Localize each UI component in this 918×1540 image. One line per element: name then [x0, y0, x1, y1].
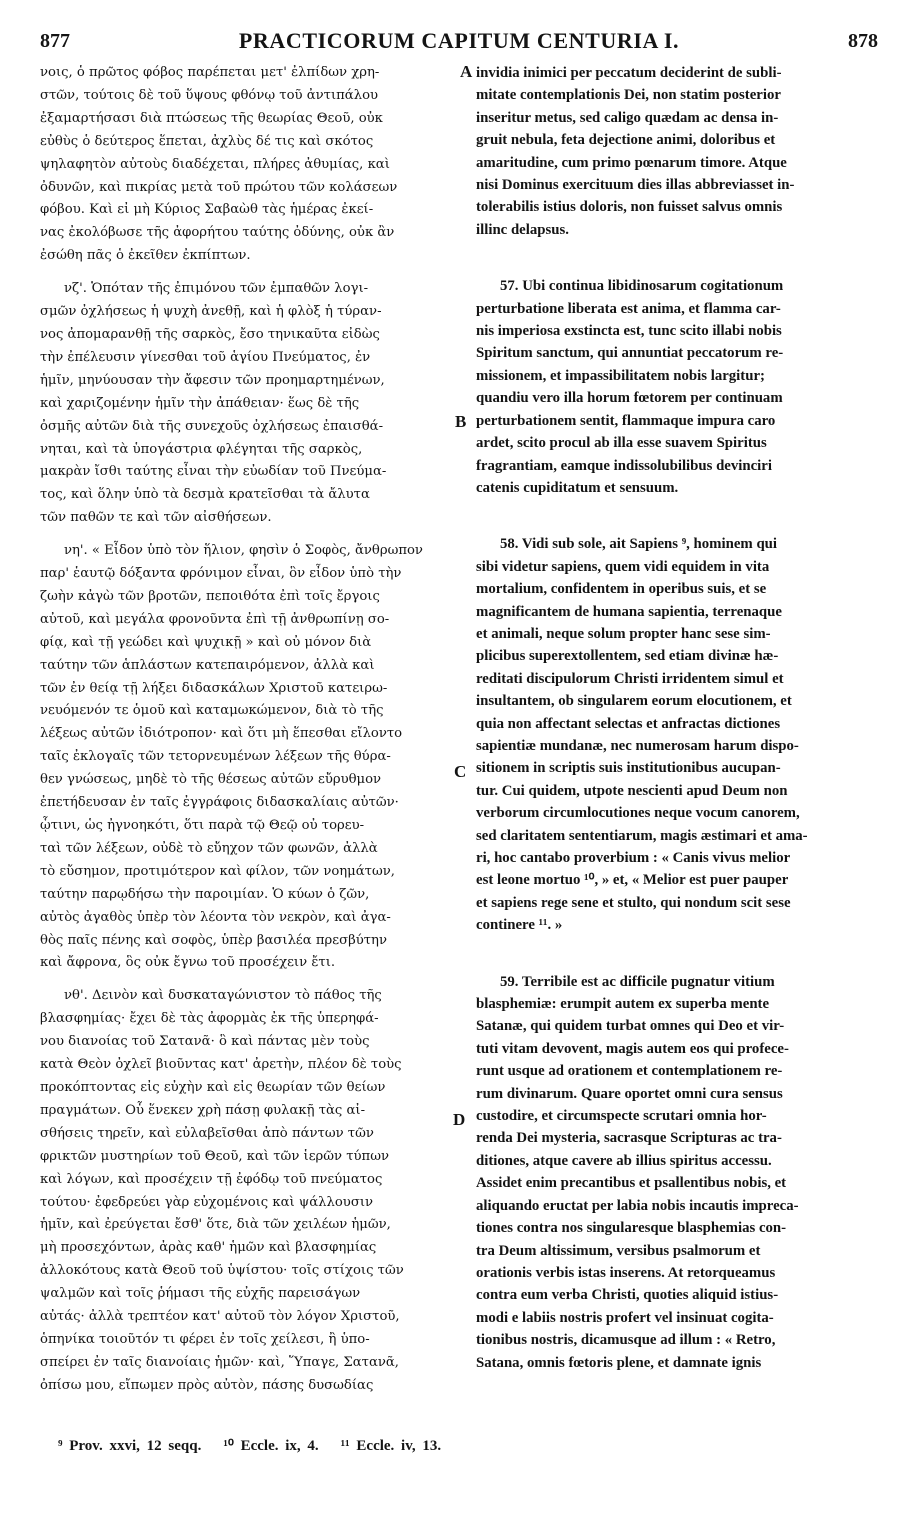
- text-line: plicibus superextollentem, sed etiam divinæ hæ-: [476, 648, 779, 665]
- text-line: tionibus nostris, dicamusque ad illum : « Retro,: [476, 1332, 776, 1349]
- text-line: τούτου· ἐφεδρεύει γὰρ εὐχομένοις καὶ ψάλλουσιν: [40, 1194, 374, 1210]
- text-line: nisi Dominus exercituum dies illas abbreviasset in-: [476, 177, 795, 194]
- text-line: insultantem, ob singularem eorum elocutionem, et: [476, 693, 792, 710]
- text-line: ᾧτινι, ὡς ἠγνοηκότι, ὅτι παρὰ τῷ Θεῷ οὐ τορευ-: [40, 818, 365, 833]
- text-line: παρ' ἑαυτῷ δόξαντα φρόνιμον εἶναι, ὃν εἶδον ὑπὸ τὴν: [40, 566, 402, 582]
- text-line: runt usque ad orationem et contemplationem re-: [476, 1063, 783, 1080]
- text-line: inseritur metus, sed caligo quædam ac densa in-: [476, 109, 779, 126]
- text-line: blasphemiæ: erumpit autem ex superba mente: [476, 996, 770, 1013]
- text-line: ταὶ τῶν λέξεων, οὐδὲ τὸ εὔηχον τῶν φωνῶν, ἀλλὰ: [40, 840, 378, 856]
- text-line: et animali, neque solum propter hanc sese sim-: [476, 625, 771, 642]
- text-line: sibi videtur sapiens, quem vidi equidem in vita: [476, 558, 770, 575]
- text-line: αὐτὸς ἀγαθὸς ὑπὲρ τὸν λέοντα τὸν νεκρὸν, καὶ ἀγα-: [40, 909, 391, 925]
- paragraph-gap: [476, 499, 878, 533]
- paragraph-gap: [40, 530, 462, 540]
- text-line: θὸς παῖς πένης καὶ σοφὸς, ὑπὲρ βασιλέα πρεσβύτην: [40, 932, 387, 948]
- text-line: invidia inimici per peccatum deciderint de subli-: [476, 65, 782, 81]
- text-line: θεν γνώσεως, μηδὲ τὸ τῆς θέσεως αὐτῶν εὔρυθμον: [40, 772, 382, 788]
- text-line: 57. Ubi continua libidinosarum cogitationum: [500, 278, 784, 295]
- paragraph: [40, 985, 462, 1397]
- text-line: ψηλαφητὸν αὐτοὺς διαδέχεται, πλήρες ἀθυμίας, καὶ: [40, 156, 390, 172]
- text-line: contra eum verba Christi, quoties aliquid istius-: [476, 1287, 779, 1304]
- text-line: ἀλλοκότους κατὰ Θεοῦ τοῦ ὑψίστου· τοῖς στίχοις τῶν: [40, 1263, 404, 1279]
- text-line: αὐτάς· ἀλλὰ τρεπτέον κατ' αὐτοῦ τὸν λόγον Χριστοῦ,: [40, 1309, 400, 1325]
- text-line: ἡμῖν, μηνύουσαν τὴν ἄφεσιν τῶν προημαρτημένων,: [40, 372, 385, 388]
- paragraph: [476, 533, 878, 936]
- text-line: quandiu vero illa horum fœtorem per continuam: [476, 390, 783, 407]
- text-line: Satana, omnis fœtoris plene, et damnate ignis: [476, 1354, 762, 1371]
- text-line: ταύτην παρῳδήσω τὴν παροιμίαν. Ὁ κύων ὁ ζῶν,: [40, 886, 370, 902]
- text-line: μὴ προσεχόντων, ἀρὰς καθ' ἡμῶν καὶ βλασφημίας: [40, 1240, 377, 1256]
- text-line: κατὰ Θεὸν ὀχλεῖ βιοῦντας κατ' ἀρετὴν, πλέον δὲ τοὺς: [40, 1057, 402, 1073]
- text-line: Satanæ, qui quidem turbat omnes qui Deo et vir-: [476, 1018, 785, 1035]
- text-line: missionem, et impassibilitatem nobis largitur;: [476, 367, 765, 384]
- text-line: modi e labiis nostris profert vel insinuat cogita-: [476, 1309, 774, 1326]
- text-line: ri, hoc cantabo proverbium : « Canis vivus melior: [476, 850, 791, 866]
- text-line: νη'. « Εἶδον ὑπὸ τὸν ἥλιον, φησὶν ὁ Σοφὸς, ἄνθρωπον: [64, 543, 423, 559]
- paragraph-gap: [476, 241, 878, 275]
- text-line: σθήσεις τηρεῖν, καὶ εὐλαβεῖσθαι ἀπὸ πάντων τῶν: [40, 1125, 374, 1141]
- text-line: 59. Terribile est ac difficile pugnatur vitium: [500, 973, 775, 990]
- text-line: quia non affectant selectas et anfractas dictiones: [476, 715, 781, 732]
- running-title: PRACTICORUM CAPITUM CENTURIA I.: [238, 28, 680, 53]
- paragraph-gap: [476, 937, 878, 971]
- text-line: μακρὰν ἴσθι ταύτης εἶναι τὴν εὐωδίαν τοῦ Πνεύμα-: [40, 464, 387, 480]
- text-line: φίᾳ, καὶ τῇ γεώδει καὶ ψυχικῇ » καὶ οὐ μόνον διὰ: [40, 634, 372, 650]
- text-line: perturbatione liberata est anima, et flamma car-: [476, 300, 781, 317]
- text-line: est leone mortuo ¹⁰, » et, « Melior est puer pauper: [476, 872, 789, 889]
- text-line: perturbationem sentit, flammaque impura caro: [476, 412, 776, 429]
- text-line: mitate contemplationis Dei, non statim posterior: [476, 87, 781, 104]
- page-number-right: 878: [848, 30, 878, 52]
- text-line: τος, καὶ ὅλην ὑπὸ τὰ δεσμὰ κρατεῖσθαι τὰ ἄλυτα: [40, 487, 370, 503]
- text-line: fragrantiam, eamque indissolubilibus devinciri: [476, 457, 772, 474]
- text-line: τὸ εὔσημον, προτιμότερον καὶ φίλον, τῶν νοημάτων,: [40, 863, 395, 879]
- text-line: αὐτοῦ, καὶ μεγάλα φρονοῦντα ἐπὶ τῇ ἀνθρωπίνῃ σο-: [40, 611, 390, 627]
- text-line: τὴν ἐπέλευσιν γίνεσθαι τοῦ ἁγίου Πνεύματος, ἐν: [40, 349, 371, 365]
- text-line: νας ἐκολόβωσε τῆς ἀφορήτου ταύτης ὀδύνης, οὐκ ἂν: [40, 225, 395, 241]
- text-line: ἐπετήδευσαν ἐν ταῖς ἐγγράφοις διδασκαλίαις αὐτῶν·: [40, 795, 399, 811]
- text-line: et sapiens rege sene et stulto, qui nondum scit sese: [476, 894, 791, 911]
- text-line: gruit nebula, feta dejectione animi, doloribus et: [476, 132, 776, 149]
- footnotes: [58, 1436, 878, 1455]
- text-line: καὶ ἄφρονα, ὃς οὐκ ἔγνω τοῦ προσέχειν ἔτι.: [40, 955, 336, 971]
- paragraph: [476, 275, 878, 499]
- paragraph: [40, 540, 462, 975]
- text-line: εὐθὺς ὁ δεύτερος ἕπεται, ἀχλὺς δέ τις καὶ σκότος: [40, 133, 374, 149]
- text-line: νος ἀπομαρανθῇ τῆς σαρκὸς, ἔσο τηνικαῦτα εἰδὼς: [40, 326, 380, 342]
- footnote: ¹⁰ Eccle. ix, 4.: [223, 1438, 319, 1454]
- text-line: continere ¹¹. »: [476, 917, 563, 934]
- text-line: sitionem in scriptis suis institutionibus aucupan-: [476, 760, 781, 777]
- text-line: orationis verbis istas inserens. At retorqueamus: [476, 1264, 776, 1281]
- text-line: ἐξαμαρτήσασι διὰ πτώσεως τῆς θεωρίας Θεοῦ, οὐκ: [40, 110, 383, 126]
- text-line: σμῶν ὀχλήσεως ἡ ψυχὴ ἀνεθῇ, καὶ ἡ φλὸξ ἡ τύραν-: [40, 304, 382, 320]
- text-line: mortalium, confidentem in operibus suis, et se: [476, 581, 767, 598]
- text-line: verborum circumlocutiones neque vocum canorem,: [476, 805, 800, 822]
- paragraph: [476, 62, 878, 241]
- paragraph: [40, 62, 462, 268]
- text-line: ὀδυνῶν, καὶ πικρίας μετὰ τοῦ πρώτου τῶν κολάσεων: [40, 179, 398, 195]
- text-line: νζ'. Ὁπόταν τῆς ἐπιμόνου τῶν ἐμπαθῶν λογι-: [64, 281, 369, 297]
- text-line: aliquando eructat per labia nobis incautis impreca-: [476, 1197, 799, 1214]
- text-line: nis imperiosa exstincta est, tunc scito illabi nobis: [476, 323, 782, 340]
- text-line: νου διανοίας τοῦ Σατανᾶ· ὃ καὶ πάντας μὲν τοὺς: [40, 1034, 370, 1050]
- text-line: ταύτην τῶν ἁπλάστων κατεπαιρόμενον, ἀλλὰ καὶ: [40, 657, 375, 673]
- text-line: προκόπτοντας εἰς εὐχὴν καὶ εἰς θεωρίαν τῶν θείων: [40, 1079, 386, 1095]
- text-line: στῶν, τούτοις δὲ τοῦ ὕψους φθόνῳ τοῦ ἀντιπάλου: [40, 87, 379, 103]
- text-line: ὀσμῆς αὐτῶν διὰ τῆς συνεχοῦς ὀχλήσεως ἐπαισθά-: [40, 418, 384, 434]
- text-line: Assidet enim precantibus et psallentibus nobis, et: [476, 1175, 787, 1192]
- text-line: custodire, et circumspecte scrutari omnia hor-: [476, 1108, 767, 1125]
- margin-marker-b: B: [455, 412, 467, 431]
- text-line: ὁπηνίκα τοιοῦτόν τι φέρει ἐν τοῖς χείλεσι, ἢ ὑπο-: [40, 1331, 370, 1347]
- footnote: ¹¹ Eccle. iv, 13.: [340, 1438, 442, 1454]
- text-line: ζωὴν κἀγὼ τῶν βροτῶν, πεποιθότα ἐπὶ τοῖς ἔργοις: [40, 588, 380, 604]
- text-line: ἡμῖν, καὶ ἐρεύγεται ἔσθ' ὅτε, διὰ τῶν χειλέων ἡμῶν,: [40, 1217, 391, 1233]
- margin-marker-d: D: [453, 1110, 466, 1129]
- paragraph-gap: [40, 975, 462, 985]
- text-line: σπείρει ἐν ταῖς διανοίαις ἡμῶν· καὶ, Ὕπαγε, Σατανᾶ,: [40, 1354, 399, 1370]
- margin-marker-c: C: [454, 762, 467, 781]
- text-line: νευόμενόν τε ὁμοῦ καὶ καταμωκώμενον, διὰ τὸ τῆς: [40, 703, 384, 719]
- text-line: νηται, καὶ τὰ ὑπογάστρια φλέγηται τῆς σαρκὸς,: [40, 441, 363, 457]
- text-line: ταῖς ἐκλογαῖς τῶν τετορνευμένων λέξεων τῆς θύρα-: [40, 749, 391, 765]
- text-line: amaritudine, cum primo pœnarum timore. Atque: [476, 154, 787, 171]
- text-line: ardet, scito procul ab illa esse suavem Spiritus: [476, 435, 767, 452]
- text-line: καὶ χαριζομένην ἡμῖν τὴν ἀπάθειαν· ἕως δὲ τῆς: [40, 395, 360, 411]
- text-line: sed claritatem sententiarum, magis æstimari et ama-: [476, 827, 808, 844]
- paragraph-gap: [40, 268, 462, 278]
- text-line: ditiones, atque cavere ab illius spiritus accessu.: [476, 1152, 772, 1169]
- text-line: Spiritum sanctum, qui annuntiat peccatorum re-: [476, 345, 784, 362]
- text-line: tolerabilis istius doloris, non fuisset salvus omnis: [476, 199, 783, 216]
- text-line: tur. Cui quidem, utpote nescienti apud Deum non: [476, 782, 788, 799]
- text-line: βλασφημίας· ἔχει δὲ τὰς ἀφορμὰς ἐκ τῆς ὑπερηφά-: [40, 1011, 379, 1027]
- paragraph: [476, 971, 878, 1374]
- text-line: renda Dei mysteria, sacrasque Scripturas ac tra-: [476, 1130, 782, 1147]
- text-line: reditati discipulorum Christi irridentem simul et: [476, 670, 784, 687]
- text-line: ὀπίσω μου, εἴπωμεν πρὸς αὐτὸν, πάσης δυσωδίας: [40, 1377, 374, 1393]
- text-line: illinc delapsus.: [476, 221, 569, 238]
- text-line: τῶν ἐν θείᾳ τῇ λήξει διδασκάλων Χριστοῦ κατειρω-: [40, 680, 388, 696]
- text-line: φόβου. Καὶ εἰ μὴ Κύριος Σαβαὼθ τὰς ἡμέρας ἐκεί-: [40, 202, 374, 218]
- text-line: νθ'. Δεινὸν καὶ δυσκαταγώνιστον τὸ πάθος τῆς: [64, 988, 382, 1004]
- text-line: τῶν παθῶν τε καὶ τῶν αἰσθήσεων.: [40, 510, 272, 526]
- text-line: tiones contra nos singularesque blasphemias con-: [476, 1220, 787, 1237]
- page-number-left: 877: [40, 30, 70, 52]
- text-line: λέξεως αὐτῶν ἰδιότροπον· καὶ ὅτι μὴ ἕπεσθαι εἴλοντο: [40, 726, 403, 742]
- latin-column: [476, 62, 878, 1374]
- greek-column: [40, 62, 462, 1398]
- text-line: tuti vitam devovent, magis autem eos qui profece-: [476, 1040, 789, 1057]
- text-line: tra Deum altissimum, versibus psalmorum et: [476, 1242, 761, 1259]
- text-line: 58. Vidi sub sole, ait Sapiens ⁹, hominem qui: [500, 536, 778, 553]
- margin-marker-a: A: [460, 62, 473, 81]
- text-line: φρικτῶν μυστηρίων τοῦ Θεοῦ, καὶ τῶν ἱερῶν τύπων: [40, 1148, 389, 1164]
- text-line: πραγμάτων. Οὗ ἕνεκεν χρὴ πάσῃ φυλακῇ τὰς αἰ-: [40, 1102, 366, 1118]
- text-line: ἐσώθη πᾶς ὁ ἐκεῖθεν ἐκπίπτων.: [40, 248, 251, 264]
- text-line: magnificantem de humana sapientia, terrenaque: [476, 603, 782, 620]
- text-line: νοις, ὁ πρῶτος φόβος παρέπεται μετ' ἐλπίδων χρη-: [40, 65, 380, 80]
- running-header: [40, 26, 878, 62]
- text-line: sapientiæ mundanæ, nec numerosam harum dispo-: [476, 737, 799, 754]
- text-line: καὶ λόγων, καὶ προσέχειν τῇ ἐφόδῳ τοῦ πνεύματος: [40, 1171, 383, 1187]
- text-line: rum divinarum. Quare oportet omni cura sensus: [476, 1085, 783, 1102]
- footnote: ⁹ Prov. xxvi, 12 seqq.: [58, 1438, 202, 1454]
- paragraph: [40, 278, 462, 530]
- text-line: ψαλμῶν καὶ τοῖς ῥήμασι τῆς εὐχῆς παρεισάγων: [40, 1286, 361, 1302]
- text-line: catenis cupiditatum et sensuum.: [476, 479, 679, 496]
